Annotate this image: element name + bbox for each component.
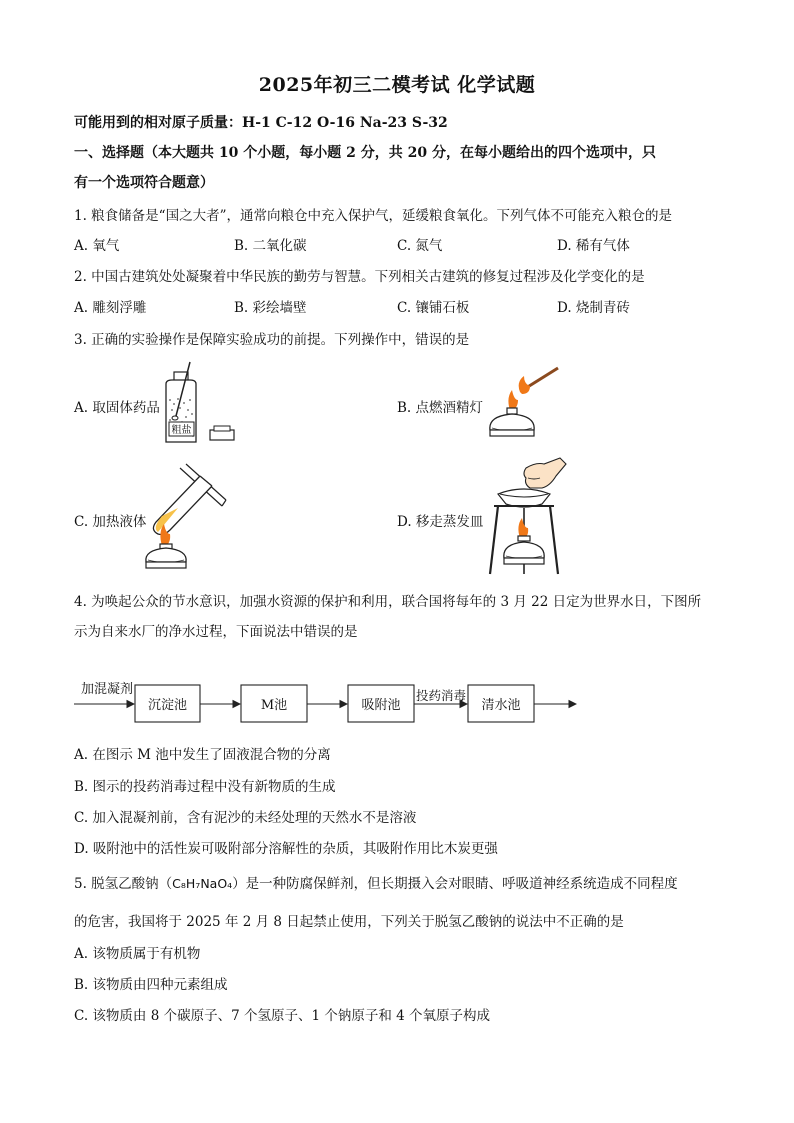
alcohol-lamp-lighting-figure [480,364,564,446]
q1-option-b: B. 二氧化碳 [234,238,307,254]
q5-option-b: B. 该物质由四种元素组成 [74,977,228,993]
step-adsorption-tank: 吸附池 [361,698,401,713]
page-title: 2025年初三二模考试 化学试题 [258,74,536,96]
q1-stem: 1. 粮食储备是“国之大者”，通常向粮仓中充入保护气，延缓粮食氧化。下列气体不可能充入粮仓的是 [74,208,672,224]
q3-option-b: B. 点燃酒精灯 [397,400,484,416]
diagram-input-label: 加混凝剂 [81,682,134,697]
q2-option-b: B. 彩绘墙壁 [234,300,307,316]
heating-liquid-figure [138,462,228,570]
q1-option-c: C. 氮气 [397,238,443,254]
q5-option-c: C. 该物质由 8 个碳原子、7 个氢原子、1 个钠原子和 4 个氧原子构成 [74,1008,491,1024]
q1-option-d: D. 稀有气体 [557,238,630,254]
section-heading-line2: 有一个选项符合题意） [74,175,214,191]
q4-option-a: A. 在图示 M 池中发生了固液混合物的分离 [74,747,331,763]
q5-stem-line1 [74,872,678,892]
q5-stem-line2: 的危害，我国将于 2025 年 2 月 8 日起禁止使用，下列关于脱氢乙酸钠的说法中不正确的是 [74,914,624,930]
q4-option-b: B. 图示的投药消毒过程中没有新物质的生成 [74,779,336,795]
atomic-mass-line: 可能用到的相对原子质量：H-1 C-12 O-16 Na-23 S-32 [74,115,448,131]
diagram-disinfection-label: 投药消毒 [416,688,467,703]
q5-stem-pre: 5. 脱氢乙酸钠（ [74,876,173,892]
q5-option-a: A. 该物质属于有机物 [74,946,201,962]
q2-option-c: C. 镶铺石板 [397,300,470,316]
step-sedimentation-tank: 沉淀池 [147,698,188,713]
q1-option-a: A. 氧气 [74,238,120,254]
q2-option-a: A. 雕刻浮雕 [74,300,147,316]
q5-stem-post: ）是一种防腐保鲜剂，但长期摄入会对眼睛、呼吸道神经系统造成不同程度 [232,876,678,892]
step-m-tank: M池 [260,698,288,713]
q3-option-d: D. 移走蒸发皿 [397,514,484,530]
section-heading-line1: 一、选择题（本大题共 10 个小题，每小题 2 分，共 20 分，在每小题给出的四个选项中，只 [74,145,656,161]
q3-option-c: C. 加热液体 [74,514,147,530]
q3-option-a: A. 取固体药品 [74,400,160,416]
jar-label: 粗盐 [171,425,192,436]
evaporating-dish-figure [484,454,568,576]
step-clear-water-tank: 清水池 [481,698,521,713]
q4-option-d: D. 吸附池中的活性炭可吸附部分溶解性的杂质，其吸附作用比木炭更强 [74,841,498,857]
q4-option-c: C. 加入混凝剂前，含有泥沙的未经处理的天然水不是溶液 [74,810,417,826]
q5-formula: C₈H₇NaO₄ [172,876,233,891]
q3-stem: 3. 正确的实验操作是保障实验成功的前提。下列操作中，错误的是 [74,332,470,348]
reagent-jar-figure [160,360,240,448]
q2-option-d: D. 烧制青砖 [557,300,630,316]
q2-stem: 2. 中国古建筑处处凝聚着中华民族的勤劳与智慧。下列相关古建筑的修复过程涉及化学变化的是 [74,269,645,285]
q4-stem-line1: 4. 为唤起公众的节水意识，加强水资源的保护和利用，联合国将每年的 3 月 22 日定为世界水日，下图所 [74,594,702,610]
q4-stem-line2: 示为自来水厂的净水过程，下面说法中错误的是 [74,624,358,640]
water-purification-diagram [70,678,590,730]
